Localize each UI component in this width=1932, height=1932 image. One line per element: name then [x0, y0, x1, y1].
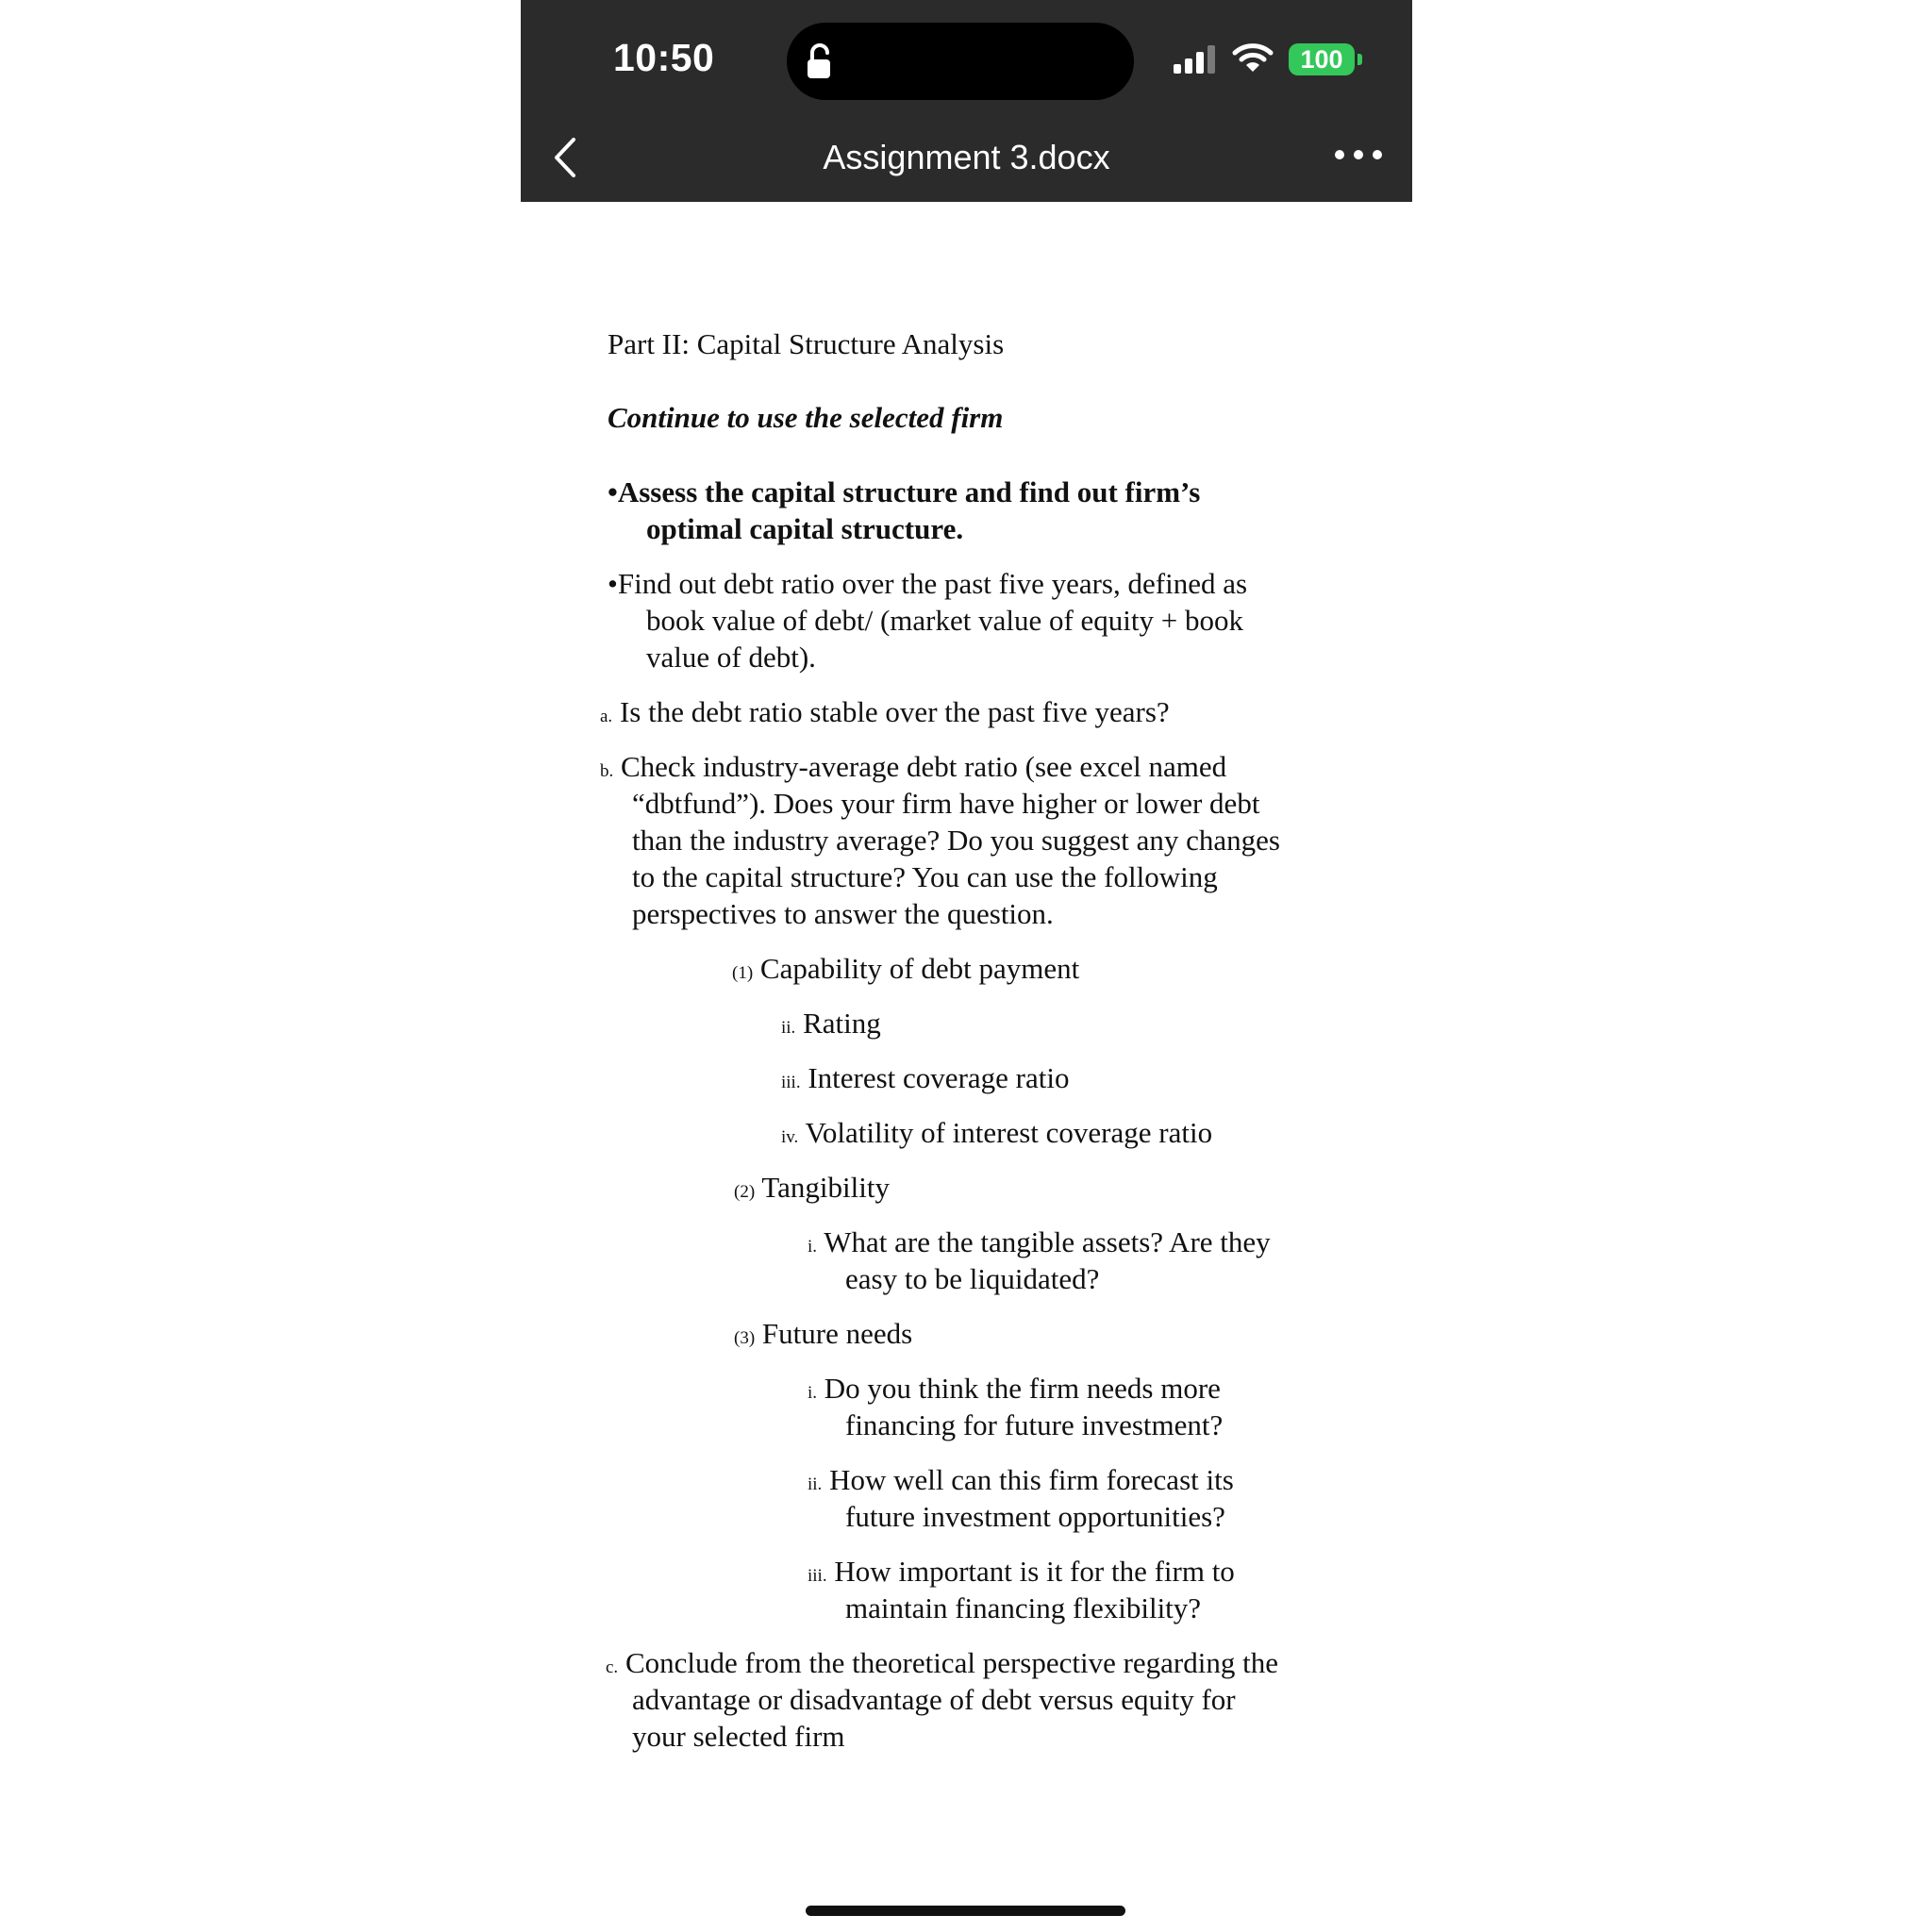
list-text-line: than the industry average? Do you suggest any changes [632, 824, 1280, 857]
list-label: b. [600, 761, 614, 781]
list-text: Is the debt ratio stable over the past five years? [619, 695, 1170, 728]
list-label: i. [808, 1237, 818, 1257]
sub-item [781, 1059, 1069, 1101]
sub-item-line: maintain financing flexibility? [845, 1591, 1202, 1624]
section-subheading: Continue to use the selected firm [608, 401, 1004, 434]
dynamic-island [787, 23, 1134, 100]
list-label: (1) [732, 963, 754, 983]
list-text: Check industry-average debt ratio (see excel named [621, 750, 1227, 783]
list-label: a. [600, 707, 613, 726]
list-text: Future needs [761, 1317, 913, 1350]
bullet-text: Assess the capital structure and find out firm’s [617, 475, 1201, 508]
bullet-text-line: book value of debt/ (market value of equity + book [646, 604, 1244, 637]
list-text-line: to the capital structure? You can use the following [632, 860, 1218, 893]
bullet-text-line: value of debt). [646, 641, 816, 674]
sub-item-line: easy to be liquidated? [845, 1262, 1100, 1295]
list-text: How important is it for the firm to [834, 1555, 1235, 1588]
sub-item [808, 1553, 1235, 1594]
list-label: ii. [808, 1474, 823, 1494]
list-item-b [600, 748, 1226, 790]
list-text: Rating [803, 1007, 881, 1040]
list-item-a [600, 693, 1170, 735]
document-body [521, 202, 1412, 1932]
bullet-item [608, 474, 1200, 510]
list-text: Conclude from the theoretical perspective regarding the [625, 1646, 1278, 1679]
battery-indicator: 100 [1289, 43, 1355, 75]
signal-icon [1172, 43, 1219, 74]
sub-item [781, 1005, 881, 1046]
status-time: 10:50 [613, 36, 715, 79]
perspective-item [732, 950, 1079, 991]
sub-item-line: future investment opportunities? [845, 1500, 1225, 1533]
home-indicator[interactable] [806, 1906, 1125, 1916]
list-text-line: “dbtfund”). Does your firm have higher or lower debt [632, 787, 1260, 820]
bullet-mark: • [608, 475, 618, 508]
list-label: (3) [734, 1328, 756, 1348]
phone-screen [521, 0, 1412, 1932]
sub-item [808, 1370, 1221, 1411]
list-text-line: perspectives to answer the question. [632, 897, 1054, 930]
ellipsis-icon[interactable] [1332, 145, 1385, 164]
list-text: How well can this firm forecast its [829, 1463, 1234, 1496]
list-item-c [606, 1644, 1278, 1686]
perspective-item [734, 1315, 912, 1357]
sub-item [808, 1224, 1271, 1265]
sub-item [808, 1461, 1234, 1503]
bullet-mark: • [608, 567, 618, 600]
list-label: c. [606, 1657, 619, 1677]
list-text: Volatility of interest coverage ratio [805, 1116, 1213, 1149]
perspective-item [734, 1169, 890, 1210]
bullet-text: Find out debt ratio over the past five years, defined as [617, 567, 1248, 600]
wifi-icon [1232, 42, 1274, 74]
list-text-line: your selected firm [632, 1720, 845, 1753]
list-text: What are the tangible assets? Are they [824, 1225, 1271, 1258]
part-heading: Part II: Capital Structure Analysis [608, 327, 1005, 360]
battery-nub [1357, 54, 1362, 65]
sub-item [781, 1114, 1212, 1156]
list-label: iii. [808, 1566, 827, 1586]
sub-item-line: financing for future investment? [845, 1408, 1224, 1441]
document-title: Assignment 3.docx [823, 138, 1110, 176]
list-label: (2) [734, 1182, 756, 1202]
bullet-text-line: optimal capital structure. [646, 512, 964, 545]
list-text: Do you think the firm needs more [824, 1372, 1221, 1405]
list-label: iii. [781, 1073, 801, 1092]
list-label: iv. [781, 1127, 799, 1147]
list-text: Capability of debt payment [759, 952, 1080, 985]
list-text: Interest coverage ratio [808, 1061, 1070, 1094]
bullet-item [608, 565, 1247, 602]
lock-icon [806, 42, 838, 80]
top-bar [521, 0, 1412, 202]
list-label: i. [808, 1383, 818, 1403]
list-label: ii. [781, 1018, 796, 1038]
list-text-line: advantage or disadvantage of debt versus equity for [632, 1683, 1236, 1716]
list-text: Tangibility [761, 1171, 890, 1204]
